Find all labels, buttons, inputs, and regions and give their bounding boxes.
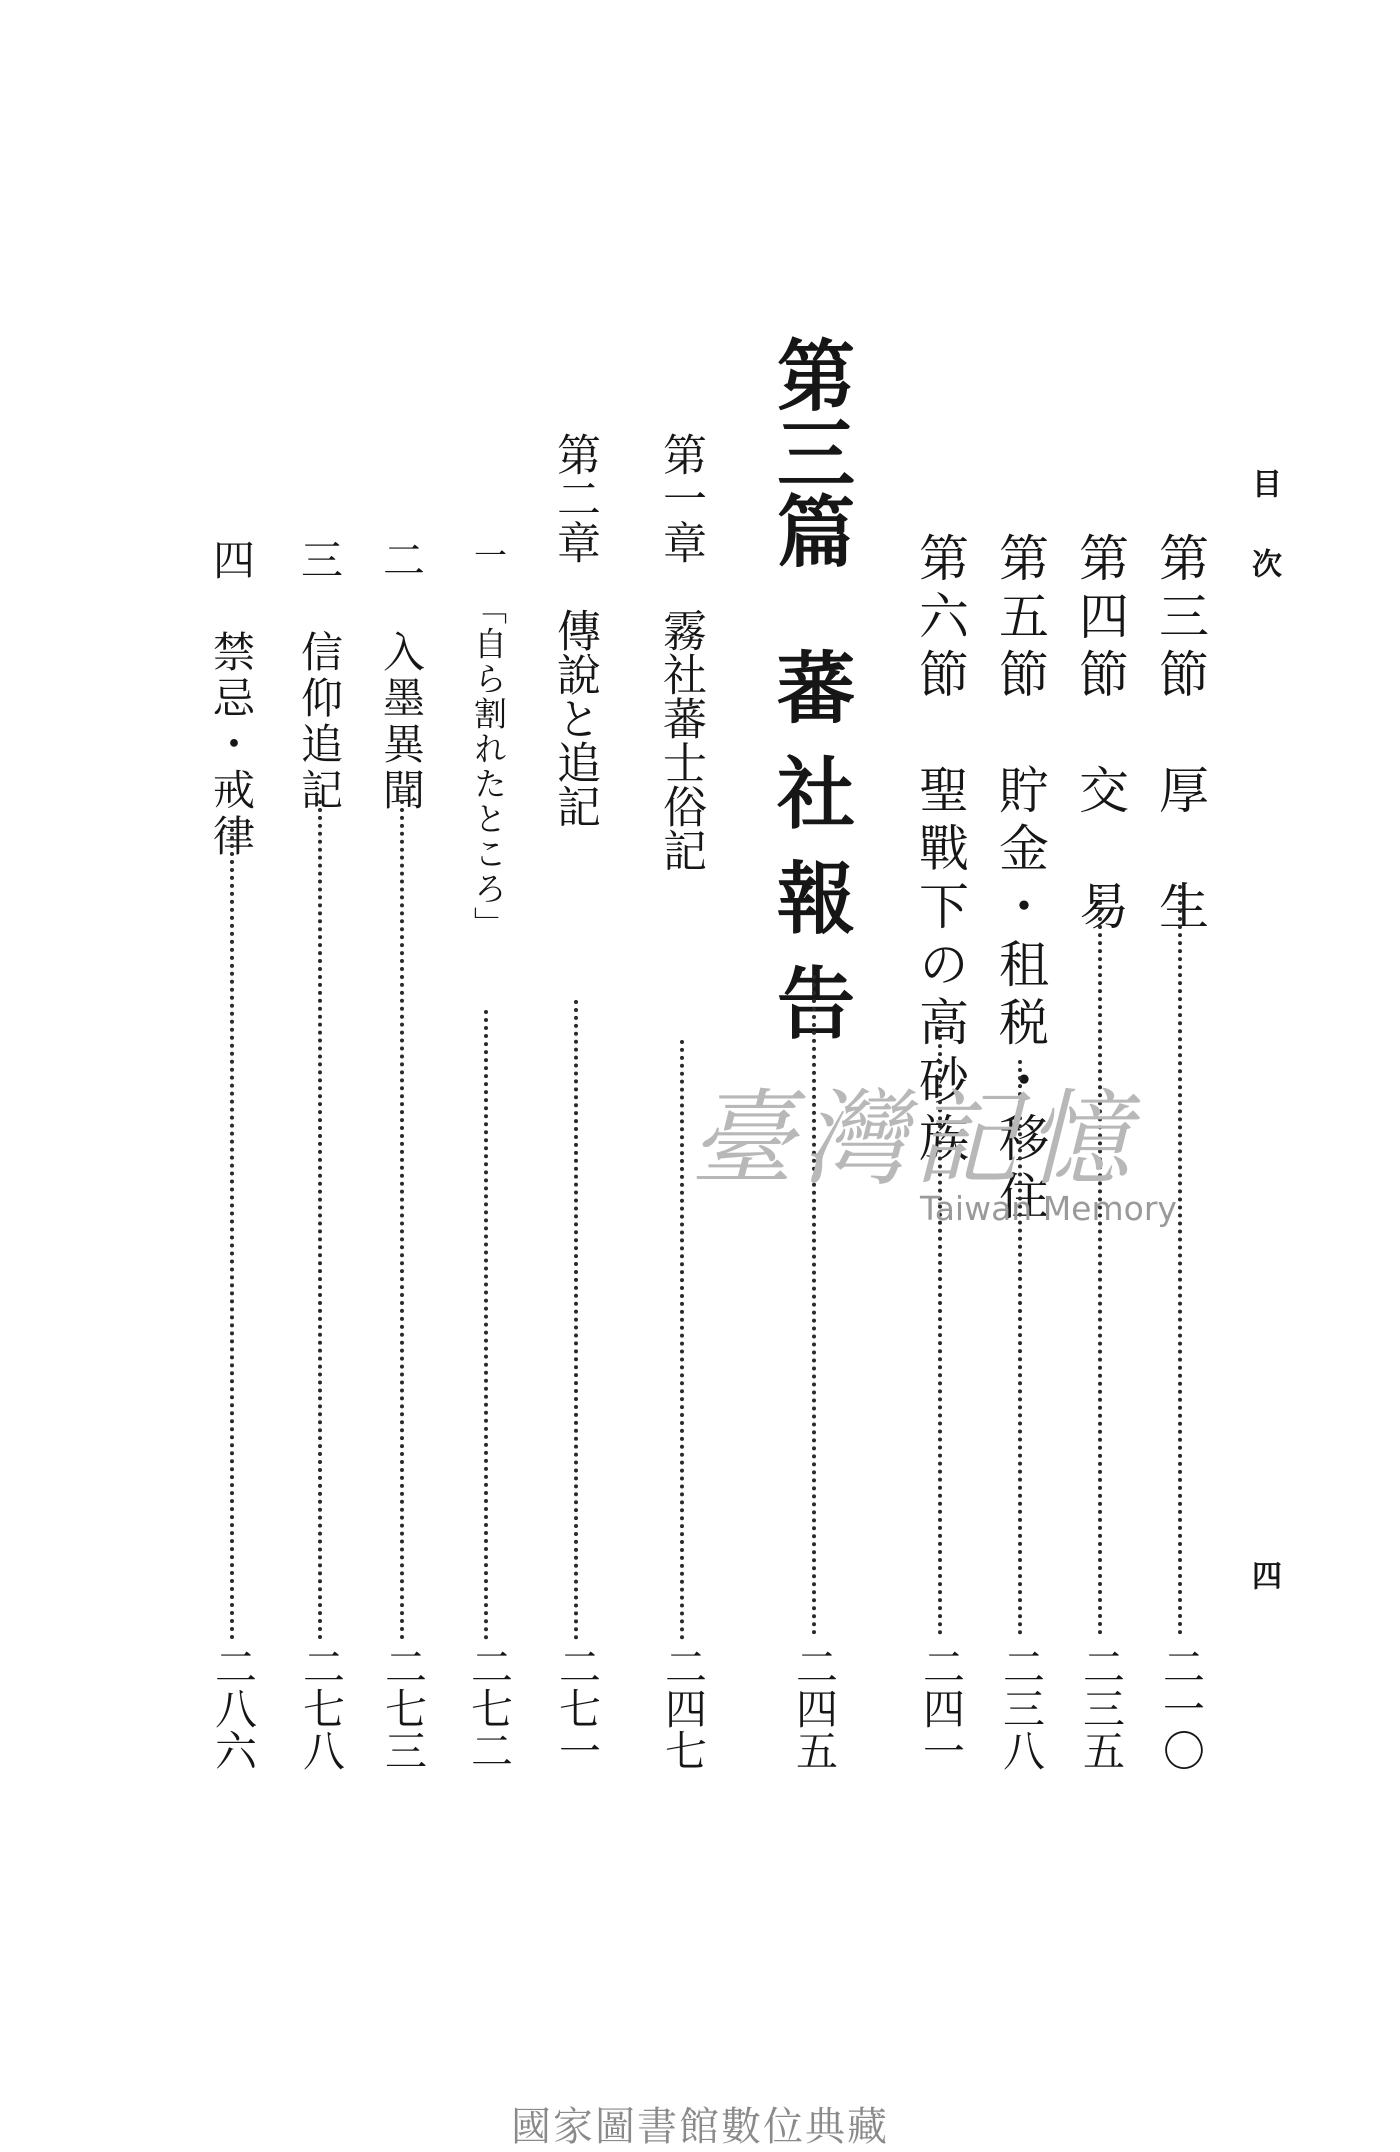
toc-page-section-6: 二四一: [917, 1645, 966, 1771]
toc-page-chapter-2: 二七一: [553, 1645, 602, 1771]
leader-dots: [1098, 885, 1112, 1635]
toc-entry-chapter-2: 第二章 傳說と追記: [549, 432, 600, 828]
toc-page-chapter-1: 二四七: [659, 1645, 708, 1771]
toc-entry-item-1: 一 「自ら割れたところ」: [469, 538, 508, 942]
toc-entry-item-2: 二 入墨異聞: [377, 538, 426, 814]
toc-entry-chapter-1: 第一章 霧社蕃士俗記: [655, 432, 706, 872]
toc-page-item-3: 二七八: [297, 1645, 346, 1771]
leader-dots: [318, 800, 332, 1640]
toc-page-item-1: 二七二: [465, 1645, 514, 1771]
leader-dots: [400, 800, 414, 1640]
toc-page-section-5: 二三八: [997, 1645, 1046, 1771]
running-header: 目次: [1246, 468, 1281, 628]
toc-page-section-4: 二三五: [1077, 1645, 1126, 1771]
leader-dots: [230, 820, 244, 1640]
page-number: 四: [1246, 1560, 1281, 1590]
taiwan-memory-watermark: [690, 1055, 1177, 1228]
toc-entry-item-3: 三 信仰追記: [295, 538, 344, 814]
toc-page-item-4: 二八六: [209, 1645, 258, 1771]
toc-entry-item-1-number: [467, 538, 509, 942]
footer-credit: 國家圖書館數位典藏: [511, 2104, 889, 2150]
toc-entry-section-4: 第四節 交 易: [1071, 532, 1129, 938]
leader-dots: [484, 1010, 498, 1640]
toc-entry-item-4: 四 禁忌・戒律: [207, 538, 256, 860]
watermark-text: 臺灣記憶: [690, 1078, 1139, 1200]
toc-page-item-2: 二七三: [379, 1645, 428, 1771]
toc-page-part-3: 二四五: [790, 1645, 839, 1771]
toc-page-section-3: 二一〇: [1157, 1645, 1206, 1771]
leader-dots: [1178, 885, 1192, 1635]
toc-entry-section-3: 第三節 厚 生: [1151, 532, 1209, 938]
toc-entry-section-5: 第五節 貯金・租税・移住: [991, 532, 1049, 1228]
watermark-subtitle: Taiwan Memory: [920, 1189, 1177, 1228]
leader-dots: [574, 1000, 588, 1640]
toc-entry-section-6: 第六節 聖戰下の高砂族: [911, 532, 969, 1170]
toc-entry-part-3: 第三篇 蕃 社 報 告: [764, 335, 855, 1041]
